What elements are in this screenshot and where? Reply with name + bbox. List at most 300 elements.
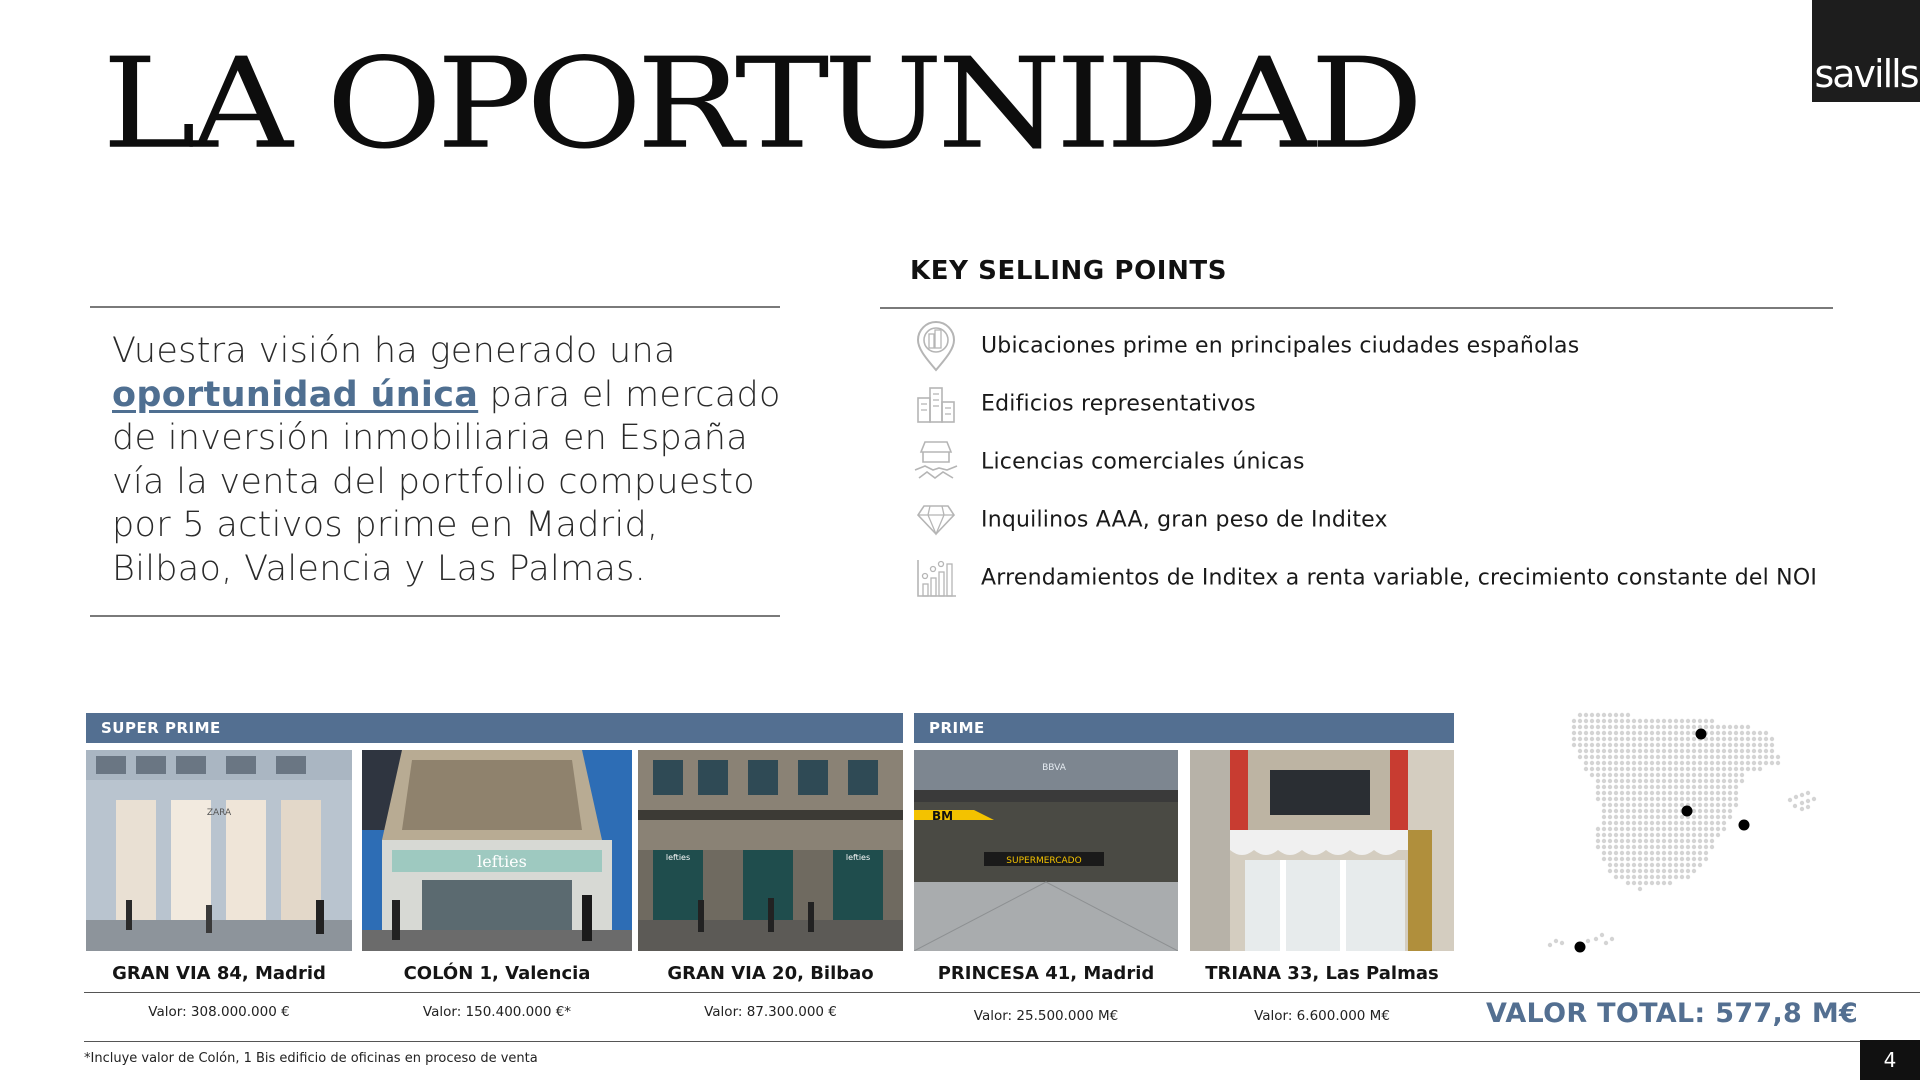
map-dot: [1680, 839, 1684, 843]
map-dot: [1596, 725, 1600, 729]
map-dot: [1572, 743, 1576, 747]
map-dot: [1620, 725, 1624, 729]
map-dot: [1632, 875, 1636, 879]
map-dot: [1710, 725, 1714, 729]
map-dot: [1680, 791, 1684, 795]
ksp-text: Edificios representativos: [981, 391, 1256, 417]
map-dot: [1614, 731, 1618, 735]
map-dot: [1716, 785, 1720, 789]
map-dot: [1734, 773, 1738, 777]
map-dot: [1596, 731, 1600, 735]
map-dot: [1686, 791, 1690, 795]
map-dot: [1626, 713, 1630, 717]
map-dot: [1692, 767, 1696, 771]
map-dot: [1752, 737, 1756, 741]
map-dot: [1650, 773, 1654, 777]
map-dot: [1656, 737, 1660, 741]
map-dot: [1572, 737, 1576, 741]
map-dot: [1716, 767, 1720, 771]
map-dot: [1650, 779, 1654, 783]
handshake-shop-icon: [912, 438, 960, 486]
map-dot: [1698, 863, 1702, 867]
map-dot: [1734, 797, 1738, 801]
map-dot: [1614, 839, 1618, 843]
map-dot: [1704, 803, 1708, 807]
map-dot: [1596, 833, 1600, 837]
map-dot: [1764, 731, 1768, 735]
map-dot: [1668, 761, 1672, 765]
map-dot: [1602, 749, 1606, 753]
page-number: 4: [1860, 1040, 1920, 1080]
map-dot: [1584, 755, 1588, 759]
map-dot: [1668, 785, 1672, 789]
map-dot: [1734, 725, 1738, 729]
map-dot: [1722, 737, 1726, 741]
map-dot: [1710, 791, 1714, 795]
map-dot: [1710, 737, 1714, 741]
ksp-item: [912, 437, 1305, 487]
map-dot: [1638, 881, 1642, 885]
map-dot: [1560, 941, 1564, 945]
map-dot: [1644, 845, 1648, 849]
map-dot: [1620, 773, 1624, 777]
map-dot: [1698, 791, 1702, 795]
map-dot: [1626, 767, 1630, 771]
map-dot: [1614, 833, 1618, 837]
map-dot: [1662, 731, 1666, 735]
map-dot: [1710, 797, 1714, 801]
map-dot: [1716, 749, 1720, 753]
map-dot: [1764, 749, 1768, 753]
map-dot: [1626, 851, 1630, 855]
map-dot: [1650, 833, 1654, 837]
intro-line: [112, 374, 792, 418]
map-dot: [1656, 875, 1660, 879]
map-dot: [1602, 785, 1606, 789]
map-dot: [1638, 743, 1642, 747]
map-dot: [1656, 773, 1660, 777]
map-dot: [1698, 815, 1702, 819]
map-dot: [1650, 761, 1654, 765]
map-dot: [1716, 737, 1720, 741]
map-dot: [1632, 827, 1636, 831]
map-dot: [1590, 737, 1594, 741]
map-dot: [1692, 719, 1696, 723]
ksp-text: Licencias comerciales únicas: [981, 449, 1305, 475]
map-dot: [1716, 725, 1720, 729]
map-dot: [1740, 779, 1744, 783]
photo-gran-via-20: [638, 750, 903, 951]
map-dot: [1770, 755, 1774, 759]
map-dot: [1632, 761, 1636, 765]
map-dot: [1806, 799, 1810, 803]
map-dot: [1614, 725, 1618, 729]
map-dot: [1710, 761, 1714, 765]
ksp-rule: [880, 307, 1833, 309]
super-prime-band: SUPER PRIME: [86, 713, 903, 743]
map-dot: [1668, 773, 1672, 777]
map-dot: [1596, 845, 1600, 849]
map-dot: [1668, 839, 1672, 843]
map-dot: [1746, 743, 1750, 747]
map-dot: [1596, 767, 1600, 771]
map-dot: [1668, 719, 1672, 723]
map-dot: [1704, 851, 1708, 855]
map-dot: [1626, 779, 1630, 783]
map-dot: [1686, 767, 1690, 771]
map-dot: [1656, 821, 1660, 825]
map-dot: [1716, 731, 1720, 735]
map-dot: [1608, 833, 1612, 837]
map-dot: [1740, 773, 1744, 777]
map-dot: [1674, 767, 1678, 771]
map-dot: [1680, 761, 1684, 765]
map-dot: [1758, 743, 1762, 747]
map-dot: [1698, 803, 1702, 807]
map-dot: [1734, 731, 1738, 735]
map-dot: [1662, 737, 1666, 741]
map-dot: [1632, 797, 1636, 801]
map-dot: [1662, 719, 1666, 723]
map-dot: [1740, 737, 1744, 741]
map-dot: [1728, 737, 1732, 741]
intro-highlight: oportunidad única: [112, 374, 479, 415]
map-dot: [1680, 869, 1684, 873]
map-dot: [1662, 773, 1666, 777]
map-dot: [1614, 863, 1618, 867]
map-dot: [1740, 755, 1744, 759]
map-dot: [1638, 737, 1642, 741]
map-dot: [1752, 731, 1756, 735]
map-dot: [1610, 937, 1614, 941]
map-dot: [1722, 773, 1726, 777]
footnote: *Incluye valor de Colón, 1 Bis edificio de oficinas en proceso de venta: [84, 1051, 538, 1066]
map-dot: [1698, 755, 1702, 759]
map-dot: [1602, 731, 1606, 735]
map-dot: [1656, 797, 1660, 801]
map-dot: [1638, 887, 1642, 891]
map-dot: [1656, 791, 1660, 795]
map-dot: [1680, 875, 1684, 879]
map-dot: [1728, 743, 1732, 747]
map-dot: [1692, 737, 1696, 741]
map-dot: [1686, 839, 1690, 843]
intro-line: Bilbao, Valencia y Las Palmas.: [112, 548, 647, 589]
map-dot: [1644, 839, 1648, 843]
map-dot: [1602, 743, 1606, 747]
city-marker: [1682, 806, 1693, 817]
map-dot: [1602, 773, 1606, 777]
map-dot: [1764, 743, 1768, 747]
map-dot: [1620, 737, 1624, 741]
map-dot: [1626, 785, 1630, 789]
map-dot: [1626, 803, 1630, 807]
map-dot: [1692, 791, 1696, 795]
map-dot: [1584, 713, 1588, 717]
map-dot: [1674, 743, 1678, 747]
map-dot: [1590, 725, 1594, 729]
map-dot: [1734, 737, 1738, 741]
map-dot: [1716, 773, 1720, 777]
map-dot: [1620, 767, 1624, 771]
map-dot: [1614, 845, 1618, 849]
map-dot: [1668, 767, 1672, 771]
ksp-text: Arrendamientos de Inditex a renta variable, crecimiento constante del NOI: [981, 565, 1818, 591]
map-dot: [1608, 719, 1612, 723]
map-dot: [1572, 719, 1576, 723]
map-dot: [1602, 767, 1606, 771]
map-dot: [1698, 719, 1702, 723]
map-dot: [1680, 845, 1684, 849]
map-dot: [1632, 869, 1636, 873]
map-dot: [1686, 869, 1690, 873]
map-dot: [1626, 731, 1630, 735]
map-dot: [1614, 857, 1618, 861]
map-dot: [1602, 809, 1606, 813]
map-dot: [1704, 857, 1708, 861]
map-dot: [1674, 839, 1678, 843]
map-dot: [1644, 719, 1648, 723]
map-dot: [1638, 791, 1642, 795]
map-dot: [1674, 857, 1678, 861]
map-dot: [1638, 725, 1642, 729]
map-dot: [1650, 815, 1654, 819]
bbva-sign: BBVA: [1042, 763, 1066, 773]
map-dot: [1710, 785, 1714, 789]
map-dot: [1692, 827, 1696, 831]
map-dot: [1614, 797, 1618, 801]
map-dot: [1680, 731, 1684, 735]
map-dot: [1668, 755, 1672, 759]
map-dot: [1686, 779, 1690, 783]
map-dot: [1638, 797, 1642, 801]
map-dot: [1614, 851, 1618, 855]
map-dot: [1656, 881, 1660, 885]
map-dot: [1746, 731, 1750, 735]
map-dot: [1680, 749, 1684, 753]
map-dot: [1680, 755, 1684, 759]
map-dot: [1812, 797, 1816, 801]
map-dot: [1668, 869, 1672, 873]
map-dot: [1602, 833, 1606, 837]
map-dot: [1644, 737, 1648, 741]
map-dot: [1698, 821, 1702, 825]
map-dot: [1596, 761, 1600, 765]
map-dot: [1674, 791, 1678, 795]
map-dot: [1644, 809, 1648, 813]
map-dot: [1614, 779, 1618, 783]
map-dot: [1746, 767, 1750, 771]
map-dot: [1716, 791, 1720, 795]
map-dot: [1620, 791, 1624, 795]
map-dot: [1686, 761, 1690, 765]
map-dot: [1758, 761, 1762, 765]
intro-bottom-rule: [90, 615, 780, 617]
map-dot: [1710, 731, 1714, 735]
map-dot: [1662, 815, 1666, 819]
map-dot: [1596, 785, 1600, 789]
map-dot: [1692, 725, 1696, 729]
map-dot: [1722, 815, 1726, 819]
map-dot: [1614, 755, 1618, 759]
map-dot: [1644, 833, 1648, 837]
property-name: GRAN VIA 20, Bilbao: [667, 963, 874, 984]
map-dot: [1608, 761, 1612, 765]
map-dot: [1722, 761, 1726, 765]
map-dot: [1590, 713, 1594, 717]
map-dot: [1626, 725, 1630, 729]
map-dot: [1638, 827, 1642, 831]
map-dot: [1716, 809, 1720, 813]
map-dot: [1752, 767, 1756, 771]
map-dot: [1668, 797, 1672, 801]
map-dot: [1716, 755, 1720, 759]
map-dot: [1662, 797, 1666, 801]
map-dot: [1722, 827, 1726, 831]
map-dot: [1752, 749, 1756, 753]
map-dot: [1596, 749, 1600, 753]
map-dot: [1704, 785, 1708, 789]
map-dot: [1626, 869, 1630, 873]
map-dot: [1710, 827, 1714, 831]
map-dot: [1704, 833, 1708, 837]
map-dot: [1644, 875, 1648, 879]
map-dot: [1620, 815, 1624, 819]
map-dot: [1650, 869, 1654, 873]
map-dot: [1632, 767, 1636, 771]
map-dot: [1614, 749, 1618, 753]
map-dot: [1632, 833, 1636, 837]
map-dot: [1656, 809, 1660, 813]
map-dot: [1632, 737, 1636, 741]
map-dot: [1602, 719, 1606, 723]
intro-line: de inversión inmobiliaria en España: [112, 418, 749, 458]
map-dot: [1692, 755, 1696, 759]
map-dot: [1596, 773, 1600, 777]
map-dot: [1692, 857, 1696, 861]
map-dot: [1722, 809, 1726, 813]
map-dot: [1626, 743, 1630, 747]
map-dot: [1752, 743, 1756, 747]
photo-princesa-41: [914, 750, 1178, 951]
map-dot: [1686, 827, 1690, 831]
map-dot: [1608, 869, 1612, 873]
map-dot: [1656, 845, 1660, 849]
map-dot: [1674, 875, 1678, 879]
map-dot: [1632, 731, 1636, 735]
map-dot: [1674, 719, 1678, 723]
map-dot: [1644, 755, 1648, 759]
map-dot: [1620, 863, 1624, 867]
map-dot: [1776, 761, 1780, 765]
zara-sign: ZARA: [206, 808, 232, 818]
map-dot: [1620, 851, 1624, 855]
map-dot: [1650, 803, 1654, 807]
map-dot: [1638, 839, 1642, 843]
map-dot: [1710, 779, 1714, 783]
map-dot: [1608, 773, 1612, 777]
map-dot: [1626, 881, 1630, 885]
map-dot: [1626, 737, 1630, 741]
property-value: Valor: 87.300.000 €: [704, 1004, 837, 1020]
map-dot: [1632, 749, 1636, 753]
map-dot: [1626, 821, 1630, 825]
map-dot: [1710, 773, 1714, 777]
map-dot: [1716, 797, 1720, 801]
photo-gran-via-84: [86, 750, 352, 951]
map-dot: [1674, 833, 1678, 837]
map-dot: [1728, 725, 1732, 729]
map-dot: [1740, 743, 1744, 747]
map-dot: [1674, 845, 1678, 849]
map-dot: [1680, 797, 1684, 801]
map-dot: [1728, 803, 1732, 807]
map-dot: [1590, 761, 1594, 765]
map-dot: [1656, 833, 1660, 837]
map-dot: [1644, 851, 1648, 855]
map-dot: [1692, 761, 1696, 765]
map-dot: [1686, 857, 1690, 861]
map-dot: [1626, 797, 1630, 801]
map-dot: [1638, 755, 1642, 759]
map-dot: [1596, 779, 1600, 783]
map-dot: [1600, 933, 1604, 937]
intro-line: vía la venta del portfolio compuesto: [112, 461, 755, 502]
map-dot: [1620, 761, 1624, 765]
ksp-item: [912, 321, 1580, 371]
map-dot: [1650, 857, 1654, 861]
map-dot: [1686, 845, 1690, 849]
map-dot: [1650, 851, 1654, 855]
map-dot: [1632, 815, 1636, 819]
map-dot: [1680, 737, 1684, 741]
map-dot: [1680, 851, 1684, 855]
map-dot: [1596, 791, 1600, 795]
map-dot: [1704, 809, 1708, 813]
map-dot: [1638, 845, 1642, 849]
map-dot: [1668, 833, 1672, 837]
map-dot: [1806, 805, 1810, 809]
map-dot: [1698, 839, 1702, 843]
map-dot: [1680, 863, 1684, 867]
map-dot: [1704, 767, 1708, 771]
map-dot: [1788, 798, 1792, 802]
map-dot: [1668, 731, 1672, 735]
map-dot: [1590, 743, 1594, 747]
map-dot: [1632, 821, 1636, 825]
map-dot: [1578, 743, 1582, 747]
map-dot: [1578, 725, 1582, 729]
map-dot: [1662, 839, 1666, 843]
map-dot: [1614, 791, 1618, 795]
map-dot: [1716, 833, 1720, 837]
map-dot: [1728, 767, 1732, 771]
map-dot: [1626, 845, 1630, 849]
map-dot: [1674, 851, 1678, 855]
map-dot: [1794, 795, 1798, 799]
map-dot: [1686, 785, 1690, 789]
map-dot: [1680, 827, 1684, 831]
growth-chart-icon: [912, 554, 960, 602]
map-dot: [1710, 815, 1714, 819]
map-dot: [1698, 809, 1702, 813]
map-dot: [1632, 809, 1636, 813]
spain-dot-map: [1540, 705, 1840, 965]
map-dot: [1614, 743, 1618, 747]
map-dot: [1728, 755, 1732, 759]
map-dot: [1638, 815, 1642, 819]
map-dot: [1668, 749, 1672, 753]
